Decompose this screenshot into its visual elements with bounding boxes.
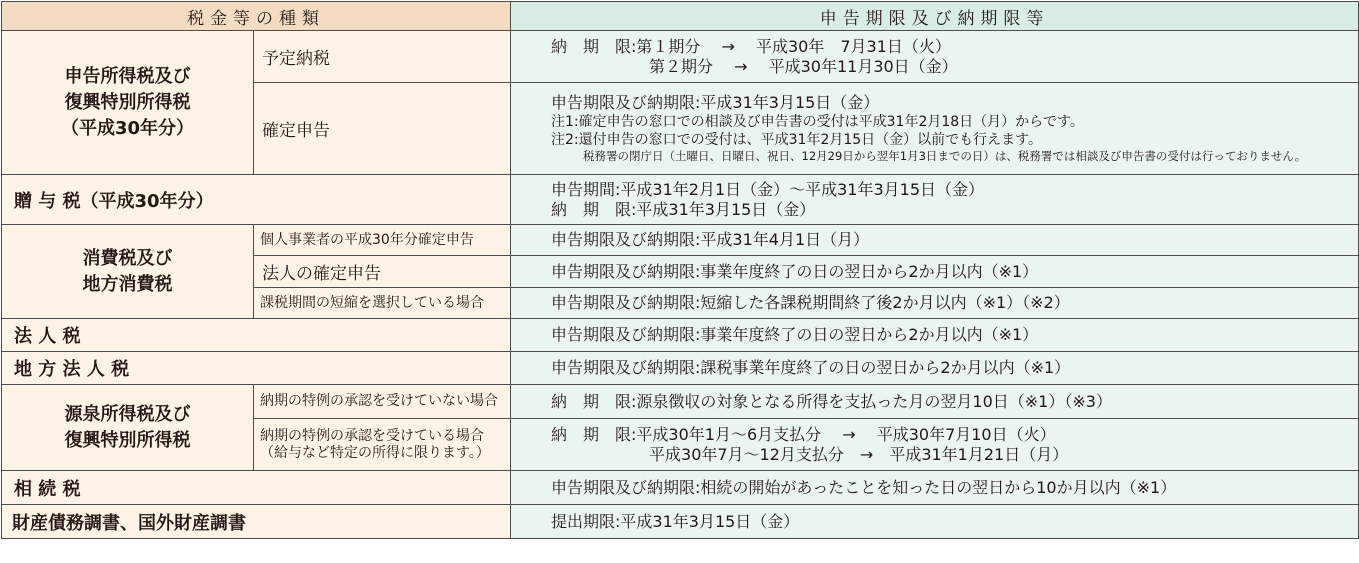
category-shohi: 消費税及び 地方消費税: [2, 225, 254, 319]
category-gensen: 源泉所得税及び 復興特別所得税: [2, 385, 254, 471]
subtype-gensen-tokurei: 納期の特例の承認を受けている場合 （給与など特定の所得に限ります。）: [254, 419, 511, 471]
subtype-gensen-normal: 納期の特例の承認を受けていない場合: [254, 385, 511, 419]
subtype-shohi-kojin: 個人事業者の平成30年分確定申告: [254, 225, 511, 256]
header-tax-type: 税金等の種類: [2, 2, 511, 31]
deadline-kakutei: 申告期限及び納期限:平成31年3月15日（金） 注1:確定申告の窓口での相談及び申告書の受付は平成31年2月18日（月）からです。 注2:還付申告の窓口での受付は、平成31年2月15日（金）以前でも行えます。 税務署の閉庁日（土曜日、日曜日、祝日、12月29日から翌年1月3日までの日）は、税務署では相談及び申告書の受付は行っておりません。: [511, 83, 1359, 175]
category-hojin: 法 人 税: [2, 319, 511, 352]
subtype-shohi-tanshuku: 課税期間の短縮を選択している場合: [254, 288, 511, 319]
deadline-shohi-hojin: 申告期限及び納期限:事業年度終了の日の翌日から2か月以内（※1）: [511, 256, 1359, 288]
row-gensen-1: [2, 385, 1359, 419]
subtype-yotei: 予定納税: [254, 31, 511, 83]
deadline-shohi-tanshuku: 申告期限及び納期限:短縮した各課税期間終了後2か月以内（※1）（※2）: [511, 288, 1359, 319]
category-sozoku: 相 続 税: [2, 471, 511, 505]
subtype-shohi-hojin: 法人の確定申告: [254, 256, 511, 288]
deadline-gensen-tokurei: 納 期 限:平成30年1月～6月支払分 → 平成30年7月10日（火） 平成30年7月～12月支払分 → 平成31年1月21日（月）: [511, 419, 1359, 471]
category-zaisan: 財産債務調書、国外財産調書: [2, 505, 511, 539]
deadline-shohi-kojin: 申告期限及び納期限:平成31年4月1日（月）: [511, 225, 1359, 256]
row-shohi-1: [2, 225, 1359, 256]
row-zouyo: [2, 175, 1359, 225]
subtype-kakutei: 確定申告: [254, 83, 511, 175]
deadline-gensen-normal: 納 期 限:源泉徴収の対象となる所得を支払った月の翌月10日（※1）（※3）: [511, 385, 1359, 419]
category-shotoku: 申告所得税及び 復興特別所得税 （平成30年分）: [2, 31, 254, 175]
row-shotoku-yotei: [2, 31, 1359, 83]
row-zaisan: [2, 505, 1359, 539]
category-zouyo: 贈 与 税（平成30年分）: [2, 175, 511, 225]
deadline-zouyo: 申告期間:平成31年2月1日（金）～平成31年3月15日（金） 納 期 限:平成31年3月15日（金）: [511, 175, 1359, 225]
deadline-zaisan: 提出期限:平成31年3月15日（金）: [511, 505, 1359, 539]
category-chiho: 地 方 法 人 税: [2, 352, 511, 385]
header-row: [2, 2, 1359, 31]
deadline-yotei: 納 期 限:第１期分 → 平成30年 7月31日（火） 第２期分 → 平成30年11月30日（金）: [511, 31, 1359, 83]
header-deadlines: 申告期限及び納期限等: [511, 2, 1359, 31]
deadline-hojin: 申告期限及び納期限:事業年度終了の日の翌日から2か月以内（※1）: [511, 319, 1359, 352]
row-sozoku: [2, 471, 1359, 505]
deadline-chiho: 申告期限及び納期限:課税事業年度終了の日の翌日から2か月以内（※1）: [511, 352, 1359, 385]
deadline-sozoku: 申告期限及び納期限:相続の開始があったことを知った日の翌日から10か月以内（※1）: [511, 471, 1359, 505]
tax-deadline-table: [1, 1, 1359, 539]
row-chiho: [2, 352, 1359, 385]
row-hojin: [2, 319, 1359, 352]
